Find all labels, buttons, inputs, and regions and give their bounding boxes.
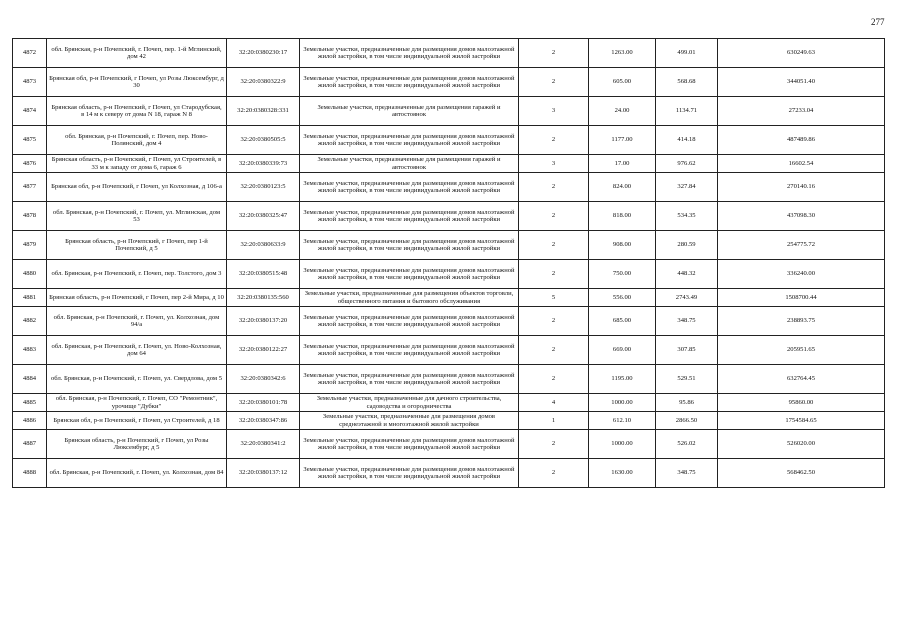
land-use-cell: Земельные участки, предназначенные для размещения домов малоэтажной жилой застройки, в том числе индивидуальной жилой застройки xyxy=(300,173,519,202)
address-cell: Брянская область, р-н Почепский, г Почеп, пер 2-й Мира, д 10 xyxy=(47,289,227,307)
land-use-cell: Земельные участки, предназначенные для размещения гаражей и автостоянок xyxy=(300,155,519,173)
table-row xyxy=(13,260,885,289)
specific-value-cell: 327.84 xyxy=(656,173,718,202)
cadastral-value-cell: 344051.40 xyxy=(718,68,885,97)
address-cell: обл. Брянская, р-н Почепский, г. Почеп, ул. Ново-Колхозная, дом 64 xyxy=(47,336,227,365)
group-cell: 1 xyxy=(519,412,589,430)
cadastral-value-cell: 254775.72 xyxy=(718,231,885,260)
cadastral-value-cell: 568462.50 xyxy=(718,459,885,488)
area-cell: 750.00 xyxy=(589,260,656,289)
land-use-cell: Земельные участки, предназначенные для размещения гаражей и автостоянок xyxy=(300,97,519,126)
group-cell: 2 xyxy=(519,260,589,289)
table-row xyxy=(13,126,885,155)
address-cell: обл. Брянская, р-н Почепский, г. Почеп, ул. Колхозная, дом 94/а xyxy=(47,307,227,336)
address-cell: обл. Брянская, р-н Почепский, г. Почеп, ул. Мглинская, дом 53 xyxy=(47,202,227,231)
table-row xyxy=(13,394,885,412)
specific-value-cell: 307.85 xyxy=(656,336,718,365)
cadastral-value-cell: 95860.00 xyxy=(718,394,885,412)
land-use-cell: Земельные участки, предназначенные для размещения домов малоэтажной жилой застройки, в том числе индивидуальной жилой застройки xyxy=(300,39,519,68)
table-row xyxy=(13,97,885,126)
row-number: 4885 xyxy=(13,394,47,412)
row-number: 4876 xyxy=(13,155,47,173)
table-row xyxy=(13,336,885,365)
group-cell: 2 xyxy=(519,365,589,394)
area-cell: 556.00 xyxy=(589,289,656,307)
area-cell: 1000.00 xyxy=(589,430,656,459)
area-cell: 669.00 xyxy=(589,336,656,365)
cadastral-number-cell: 32:20:0380505:5 xyxy=(227,126,300,155)
address-cell: Брянская область, р-н Почепский, г Почеп, ул Розы Люксембург, д 5 xyxy=(47,430,227,459)
cadastral-value-cell: 270140.16 xyxy=(718,173,885,202)
table-row xyxy=(13,155,885,173)
address-cell: обл. Брянская, р-н Почепский, г. Почеп, пер. Ново-Полянский, дом 4 xyxy=(47,126,227,155)
table-row xyxy=(13,68,885,97)
land-use-cell: Земельные участки, предназначенные для размещения домов малоэтажной жилой застройки, в том числе индивидуальной жилой застройки xyxy=(300,231,519,260)
group-cell: 5 xyxy=(519,289,589,307)
group-cell: 2 xyxy=(519,173,589,202)
cadastral-number-cell: 32:20:0380322:9 xyxy=(227,68,300,97)
land-use-cell: Земельные участки, предназначенные для размещения домов малоэтажной жилой застройки, в том числе индивидуальной жилой застройки xyxy=(300,307,519,336)
row-number: 4874 xyxy=(13,97,47,126)
cadastral-number-cell: 32:20:0380122:27 xyxy=(227,336,300,365)
cadastral-value-cell: 205951.65 xyxy=(718,336,885,365)
group-cell: 3 xyxy=(519,97,589,126)
group-cell: 4 xyxy=(519,394,589,412)
cadastral-number-cell: 32:20:0380339:73 xyxy=(227,155,300,173)
address-cell: обл. Брянская, р-н Почепский, г. Почеп, ул. Свердлова, дом 5 xyxy=(47,365,227,394)
cadastral-value-cell: 27233.04 xyxy=(718,97,885,126)
table-row xyxy=(13,231,885,260)
cadastral-value-cell: 632764.45 xyxy=(718,365,885,394)
group-cell: 2 xyxy=(519,231,589,260)
cadastral-number-cell: 32:20:0380325:47 xyxy=(227,202,300,231)
cadastral-value-cell: 1754584.65 xyxy=(718,412,885,430)
cadastral-number-cell: 32:20:0380341:2 xyxy=(227,430,300,459)
table-row xyxy=(13,202,885,231)
table-row xyxy=(13,459,885,488)
row-number: 4884 xyxy=(13,365,47,394)
row-number: 4886 xyxy=(13,412,47,430)
cadastral-value-cell: 16602.54 xyxy=(718,155,885,173)
land-use-cell: Земельные участки, предназначенные для размещения домов малоэтажной жилой застройки, в том числе индивидуальной жилой застройки xyxy=(300,365,519,394)
cadastral-value-cell: 526020.00 xyxy=(718,430,885,459)
address-cell: Брянская обл, р-н Почепский, г Почеп, ул Строителей, д 18 xyxy=(47,412,227,430)
cadastral-number-cell: 32:20:0380515:48 xyxy=(227,260,300,289)
land-use-cell: Земельные участки, предназначенные для размещения домов малоэтажной жилой застройки, в том числе индивидуальной жилой застройки xyxy=(300,202,519,231)
table-row xyxy=(13,307,885,336)
specific-value-cell: 976.62 xyxy=(656,155,718,173)
table-row xyxy=(13,289,885,307)
area-cell: 605.00 xyxy=(589,68,656,97)
specific-value-cell: 2866.50 xyxy=(656,412,718,430)
cadastral-value-cell: 437098.30 xyxy=(718,202,885,231)
specific-value-cell: 95.86 xyxy=(656,394,718,412)
cadastral-number-cell: 32:20:0380123:5 xyxy=(227,173,300,202)
group-cell: 2 xyxy=(519,336,589,365)
cadastral-number-cell: 32:20:0380137:12 xyxy=(227,459,300,488)
specific-value-cell: 280.59 xyxy=(656,231,718,260)
row-number: 4887 xyxy=(13,430,47,459)
cadastral-value-cell: 630249.63 xyxy=(718,39,885,68)
cadastral-number-cell: 32:20:0380347:86 xyxy=(227,412,300,430)
group-cell: 2 xyxy=(519,307,589,336)
specific-value-cell: 499.01 xyxy=(656,39,718,68)
specific-value-cell: 568.68 xyxy=(656,68,718,97)
cadastral-value-cell: 238893.75 xyxy=(718,307,885,336)
area-cell: 908.00 xyxy=(589,231,656,260)
address-cell: Брянская область, р-н Почепский, г Почеп, ул Стародубская, в 14 м к северу от дома N 18, гараж N 8 xyxy=(47,97,227,126)
table-row xyxy=(13,412,885,430)
group-cell: 2 xyxy=(519,68,589,97)
group-cell: 2 xyxy=(519,430,589,459)
area-cell: 1630.00 xyxy=(589,459,656,488)
area-cell: 24.00 xyxy=(589,97,656,126)
table-row xyxy=(13,173,885,202)
row-number: 4878 xyxy=(13,202,47,231)
area-cell: 612.10 xyxy=(589,412,656,430)
land-use-cell: Земельные участки, предназначенные для размещения домов малоэтажной жилой застройки, в том числе индивидуальной жилой застройки xyxy=(300,126,519,155)
cadastral-number-cell: 32:20:0380101:78 xyxy=(227,394,300,412)
area-cell: 17.00 xyxy=(589,155,656,173)
specific-value-cell: 348.75 xyxy=(656,459,718,488)
group-cell: 3 xyxy=(519,155,589,173)
area-cell: 1000.00 xyxy=(589,394,656,412)
area-cell: 1263.00 xyxy=(589,39,656,68)
address-cell: обл. Брянская, р-н Почепский, г. Почеп, пер. Толстого, дом 3 xyxy=(47,260,227,289)
cadastral-number-cell: 32:20:0380342:6 xyxy=(227,365,300,394)
land-use-cell: Земельные участки, предназначенные для размещения домов малоэтажной жилой застройки, в том числе индивидуальной жилой застройки xyxy=(300,68,519,97)
specific-value-cell: 526.02 xyxy=(656,430,718,459)
table-row xyxy=(13,39,885,68)
specific-value-cell: 414.18 xyxy=(656,126,718,155)
page-number: 277 xyxy=(871,17,885,27)
area-cell: 824.00 xyxy=(589,173,656,202)
address-cell: Брянская обл, р-н Почепский, г Почеп, ул Колхозная, д 106-а xyxy=(47,173,227,202)
row-number: 4879 xyxy=(13,231,47,260)
table-body xyxy=(13,39,885,488)
cadastral-value-cell: 487489.86 xyxy=(718,126,885,155)
group-cell: 2 xyxy=(519,39,589,68)
specific-value-cell: 448.32 xyxy=(656,260,718,289)
land-use-cell: Земельные участки, предназначенные для размещения домов малоэтажной жилой застройки, в том числе индивидуальной жилой застройки xyxy=(300,459,519,488)
row-number: 4872 xyxy=(13,39,47,68)
row-number: 4877 xyxy=(13,173,47,202)
address-cell: Брянская область, р-н Почепский, г Почеп, пер 1-й Почепский, д 5 xyxy=(47,231,227,260)
cadastral-number-cell: 32:20:0380633:9 xyxy=(227,231,300,260)
row-number: 4888 xyxy=(13,459,47,488)
address-cell: обл. Брянская, р-н Почепский, г. Почеп, ул. Колхозная, дом 84 xyxy=(47,459,227,488)
group-cell: 2 xyxy=(519,202,589,231)
land-use-cell: Земельные участки, предназначенные для размещения объектов торговли, общественного питания и бытового обслуживания xyxy=(300,289,519,307)
land-use-cell: Земельные участки, предназначенные для размещения домов среднеэтажной и многоэтажной жилой застройки xyxy=(300,412,519,430)
address-cell: обл. Брянская, р-н Почепский, г. Почеп, СО "Ремонтник", урочище "Дубки" xyxy=(47,394,227,412)
address-cell: Брянская обл, р-н Почепский, г Почеп, ул Розы Люксембург, д 30 xyxy=(47,68,227,97)
row-number: 4873 xyxy=(13,68,47,97)
cadastral-number-cell: 32:20:0380135:560 xyxy=(227,289,300,307)
row-number: 4883 xyxy=(13,336,47,365)
specific-value-cell: 529.51 xyxy=(656,365,718,394)
cadastral-value-table xyxy=(12,38,885,488)
specific-value-cell: 2743.49 xyxy=(656,289,718,307)
table-row xyxy=(13,365,885,394)
address-cell: обл. Брянская, р-н Почепский, г. Почеп, пер. 1-й Мглинский, дом 42 xyxy=(47,39,227,68)
land-use-cell: Земельные участки, предназначенные для дачного строительства, садоводства и огородничества xyxy=(300,394,519,412)
specific-value-cell: 534.35 xyxy=(656,202,718,231)
row-number: 4880 xyxy=(13,260,47,289)
cadastral-number-cell: 32:20:0380137:20 xyxy=(227,307,300,336)
cadastral-number-cell: 32:20:0380230:17 xyxy=(227,39,300,68)
land-use-cell: Земельные участки, предназначенные для размещения домов малоэтажной жилой застройки, в том числе индивидуальной жилой застройки xyxy=(300,430,519,459)
cadastral-value-cell: 1508700.44 xyxy=(718,289,885,307)
land-use-cell: Земельные участки, предназначенные для размещения домов малоэтажной жилой застройки, в том числе индивидуальной жилой застройки xyxy=(300,336,519,365)
land-use-cell: Земельные участки, предназначенные для размещения домов малоэтажной жилой застройки, в том числе индивидуальной жилой застройки xyxy=(300,260,519,289)
group-cell: 2 xyxy=(519,459,589,488)
area-cell: 1195.00 xyxy=(589,365,656,394)
table-row xyxy=(13,430,885,459)
address-cell: Брянская область, р-н Почепский, г Почеп, ул Строителей, в 33 м к западу от дома 6, гараж 6 xyxy=(47,155,227,173)
cadastral-value-cell: 336240.00 xyxy=(718,260,885,289)
specific-value-cell: 1134.71 xyxy=(656,97,718,126)
area-cell: 685.00 xyxy=(589,307,656,336)
row-number: 4881 xyxy=(13,289,47,307)
area-cell: 818.00 xyxy=(589,202,656,231)
row-number: 4882 xyxy=(13,307,47,336)
area-cell: 1177.00 xyxy=(589,126,656,155)
group-cell: 2 xyxy=(519,126,589,155)
row-number: 4875 xyxy=(13,126,47,155)
specific-value-cell: 348.75 xyxy=(656,307,718,336)
cadastral-number-cell: 32:20:0380328:331 xyxy=(227,97,300,126)
